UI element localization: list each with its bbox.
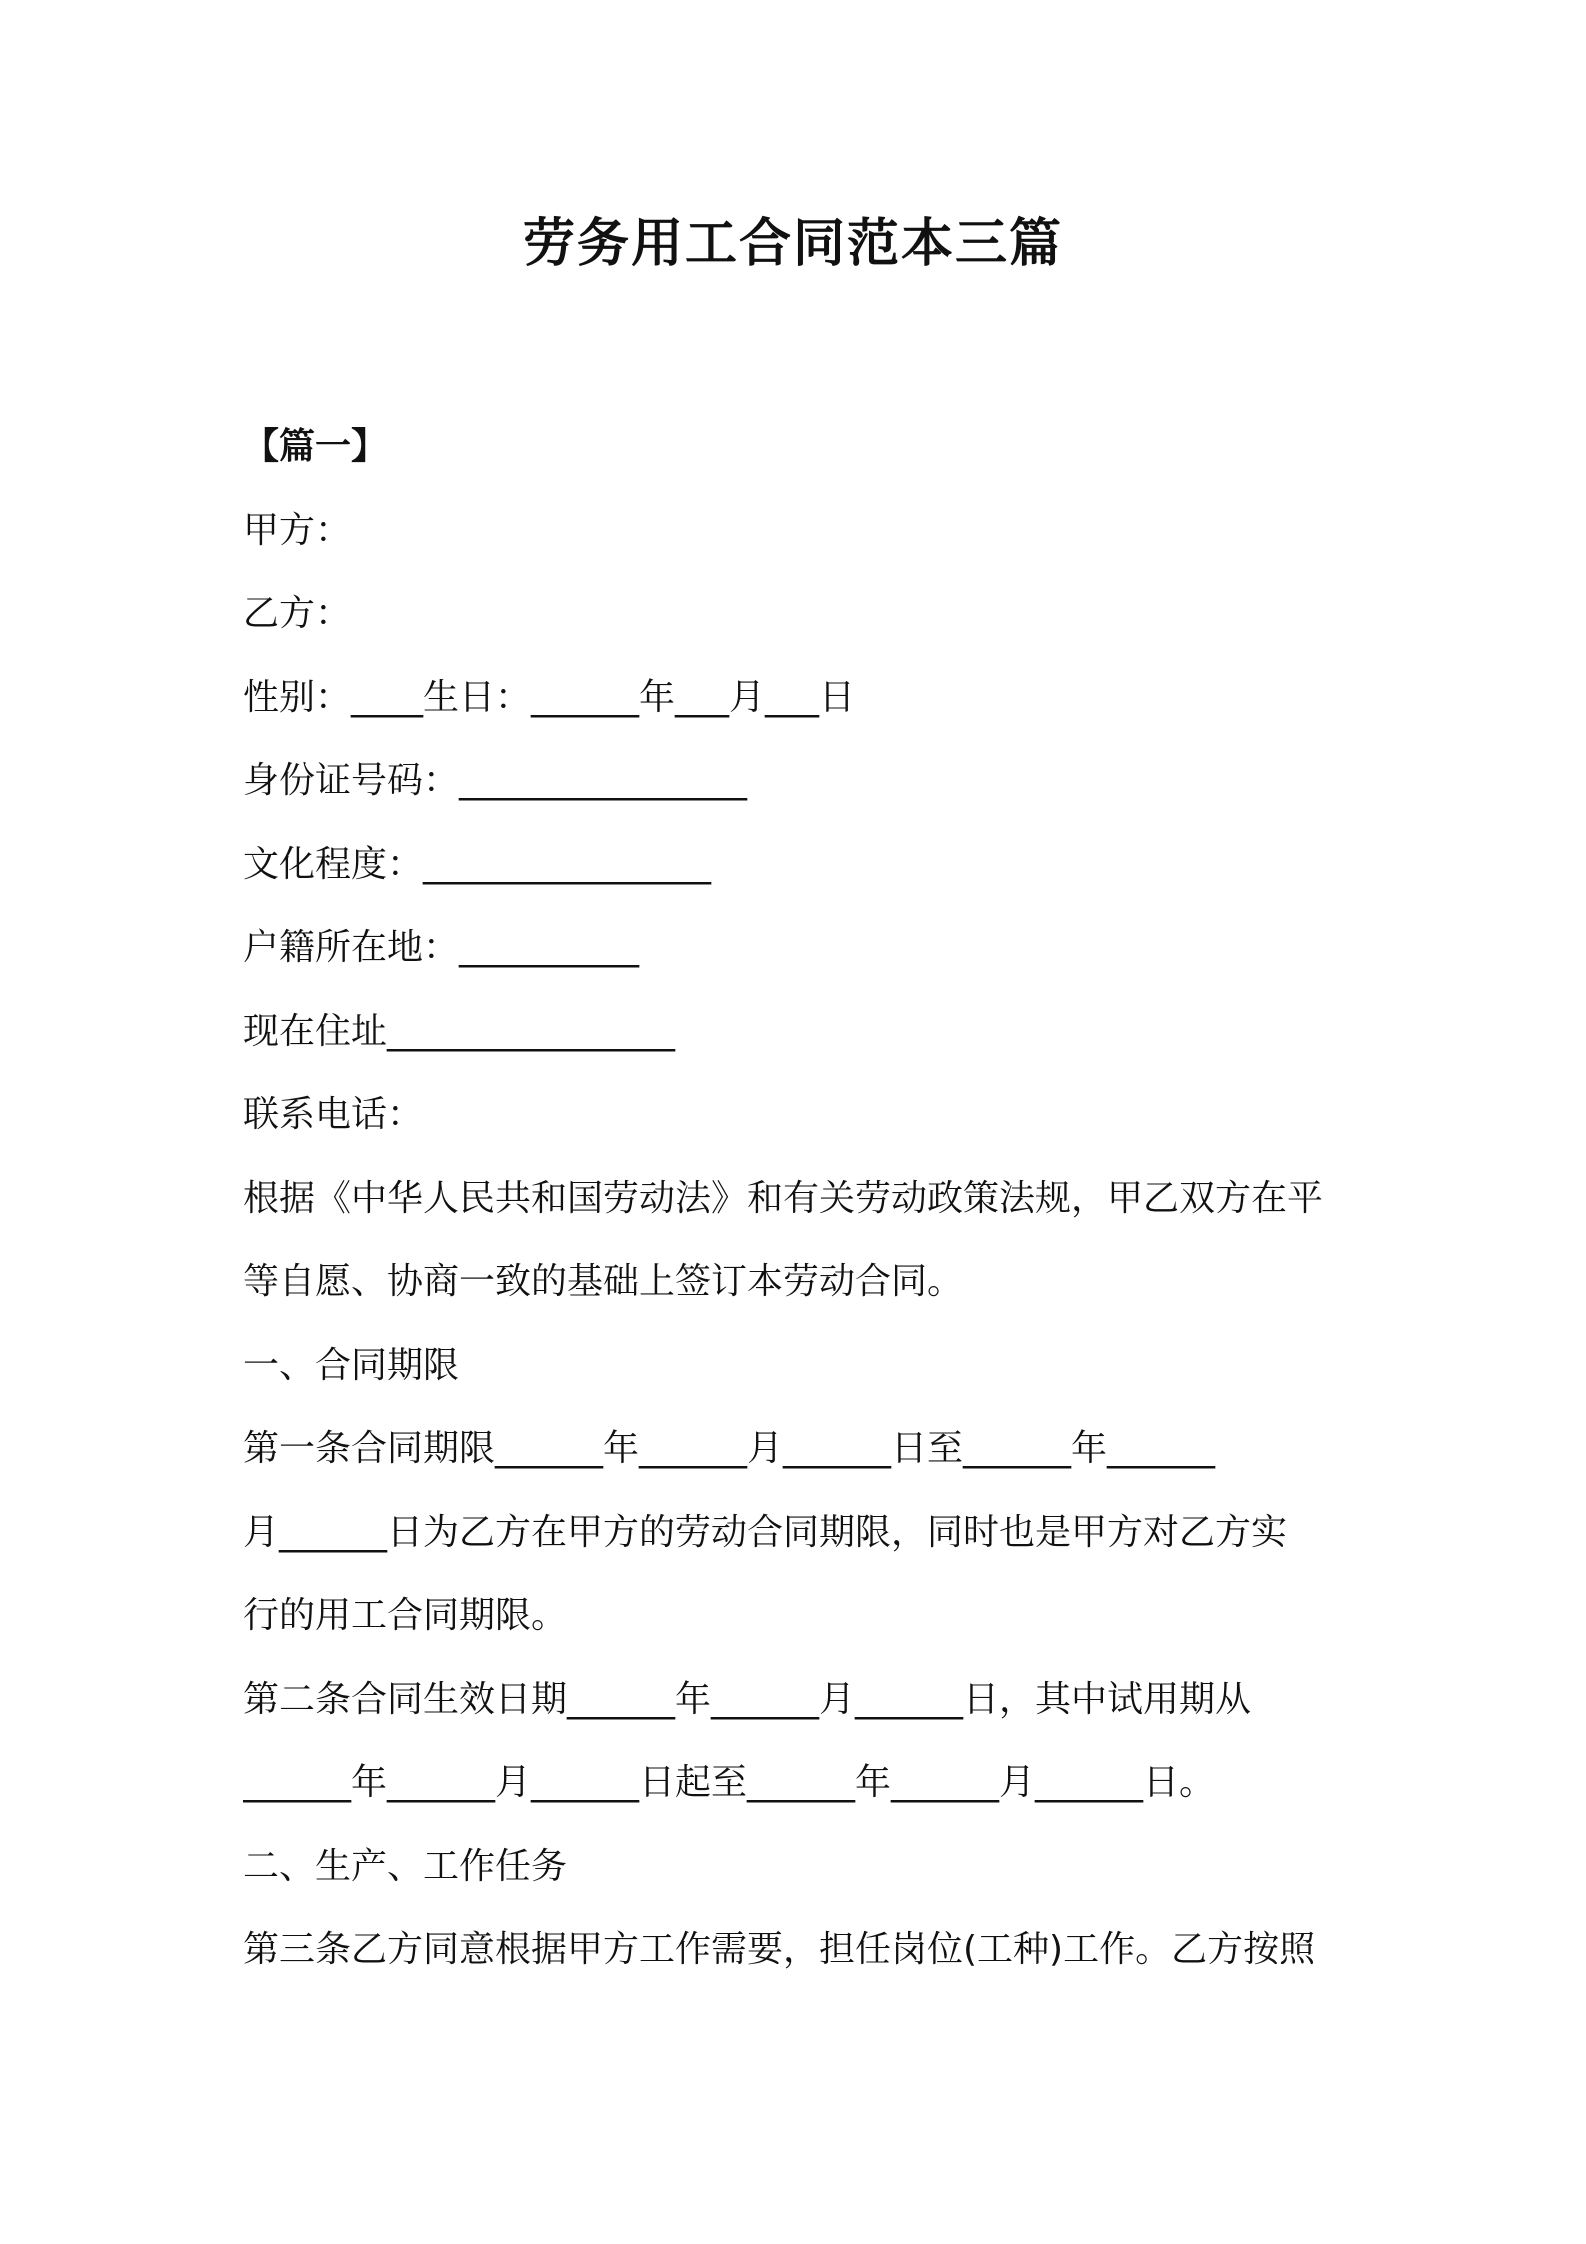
paragraph-line: 第二条合同生效日期______年______月______日，其中试用期从 [243,1678,1252,1720]
household-registration-field: 户籍所在地：__________ [243,927,640,968]
paragraph-line: 第三条乙方同意根据甲方工作需要，担任岗位(工种)工作。乙方按照 [243,1929,1316,1970]
document-title: 劳务用工合同范本三篇 [522,214,1063,274]
id-number-field: 身份证号码：________________ [243,760,748,801]
education-field: 文化程度：________________ [243,843,712,885]
phone-field: 联系电话： [243,1094,424,1135]
paragraph-line: 行的用工合同期限。 [243,1595,568,1636]
section-label-part-one: 【篇一】 [243,426,388,467]
document-body [243,405,1353,1992]
section-heading-contract-term: 一、合同期限 [243,1344,460,1386]
section-heading-work-tasks: 二、生产、工作任务 [243,1845,568,1887]
paragraph-line: 等自愿、协商一致的基础上签订本劳动合同。 [243,1261,964,1302]
party-a-field: 甲方： [243,509,352,551]
paragraph-line: 根据《中华人民共和国劳动法》和有关劳动政策法规，甲乙双方在平 [243,1177,1324,1219]
paragraph-line: ______年______月______日起至______年______月______日。 [243,1762,1216,1803]
paragraph-line: 第一条合同期限______年______月______日至______年______ [243,1428,1216,1469]
current-address-field: 现在住址________________ [243,1010,676,1052]
gender-birthday-field: 性别：____生日：______年___月___日 [243,676,856,718]
party-b-field: 乙方： [243,593,352,634]
paragraph-line: 月______日为乙方在甲方的劳动合同期限，同时也是甲方对乙方实 [243,1511,1288,1553]
